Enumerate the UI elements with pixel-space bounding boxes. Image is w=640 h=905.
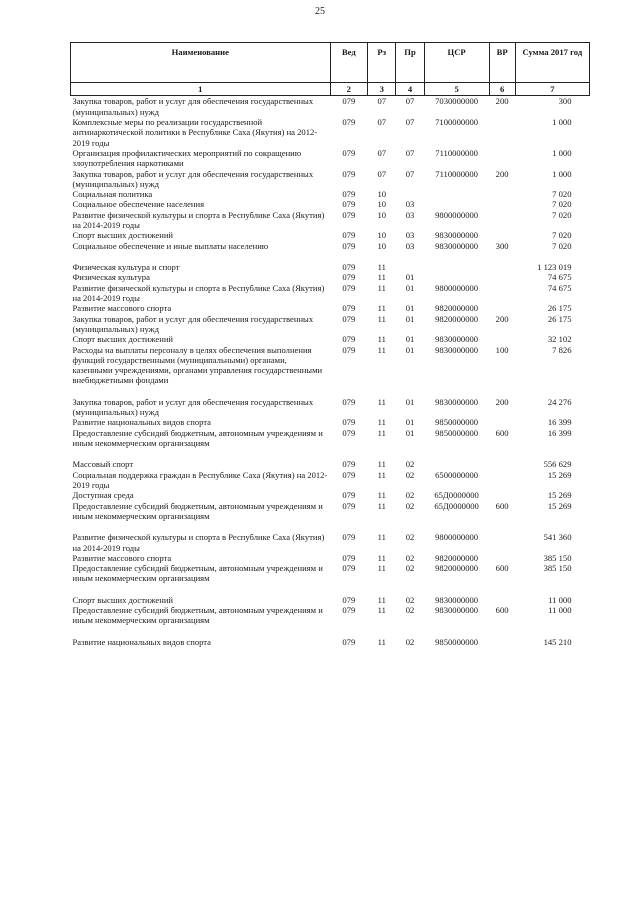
row-csr-cell: 6500000000 <box>435 469 479 480</box>
row-name-cell: Массовый спорт <box>72 459 134 470</box>
row-vr-cell <box>489 334 515 344</box>
row-name-cell: Расходы на выплаты персоналу в целях обеспечения выполнения функций государственными (муниципальными) органами, казенными учреждениями, органами управления государственными внебюджетными фондами <box>72 344 323 386</box>
row-sum-cell: 15 269 <box>547 490 572 501</box>
row-vr-cell <box>489 470 515 491</box>
row-vr-cell: 300 <box>495 240 509 251</box>
row-sum-cell: 7 020 <box>552 240 572 251</box>
row-sum-cell: 7 020 <box>552 189 572 200</box>
row-ved-cell: 079 <box>342 168 356 179</box>
row-rz-cell: 10 <box>377 209 387 220</box>
row-rz-cell: 11 <box>377 563 386 574</box>
row-name-cell: Развитие физической культуры и спорта в Республике Саха (Якутия) на 2014-2019 годы <box>72 282 325 303</box>
table-row <box>71 169 590 190</box>
row-rz-cell: 11 <box>377 396 386 407</box>
row-sum-cell: 74 675 <box>547 282 572 293</box>
column-number: 1 <box>71 83 331 96</box>
row-ved-cell: 079 <box>342 396 356 407</box>
row-ved-cell: 079 <box>342 189 356 200</box>
row-ved-cell: 079 <box>342 96 356 107</box>
row-ved-cell: 079 <box>342 459 356 470</box>
row-vr-cell <box>489 490 515 500</box>
row-rz-cell: 11 <box>377 303 386 314</box>
row-csr-cell <box>424 189 489 199</box>
row-vr-cell: 600 <box>495 427 509 438</box>
row-sum-cell: 145 210 <box>543 636 572 647</box>
row-sum-cell: 32 102 <box>547 334 572 345</box>
row-name-cell: Развитие массового спорта <box>72 303 172 314</box>
row-sum-cell: 11 000 <box>548 594 572 605</box>
row-vr-cell: 200 <box>495 396 509 407</box>
table-row <box>71 417 590 427</box>
table-row <box>71 501 590 522</box>
row-ved-cell: 079 <box>342 427 356 438</box>
row-rz-cell: 10 <box>377 199 387 210</box>
row-rz-cell: 10 <box>377 189 387 200</box>
row-name-cell: Предоставление субсидий бюджетным, автономным учреждениям и иным некоммерческим организациям <box>72 605 323 626</box>
row-sum-cell: 1 000 <box>552 116 572 127</box>
row-name-cell: Социальное обеспечение и иные выплаты населению <box>72 240 269 251</box>
row-vr-cell: 200 <box>495 168 509 179</box>
row-name-cell: Развитие национальных видов спорта <box>72 417 211 428</box>
row-ved-cell: 079 <box>342 262 356 272</box>
row-rz-cell: 11 <box>377 344 386 355</box>
row-sum-cell: 7 020 <box>552 199 572 210</box>
table-row <box>71 96 590 117</box>
row-pr-cell: 01 <box>405 396 415 407</box>
row-vr-cell <box>489 148 515 169</box>
row-ved-cell: 079 <box>342 209 356 220</box>
row-vr-cell <box>489 283 515 304</box>
column-number: 2 <box>330 83 368 96</box>
row-ved-cell: 079 <box>342 116 356 127</box>
row-ved-cell: 079 <box>342 334 356 345</box>
row-name-cell: Спорт высших достижений <box>72 230 174 241</box>
row-pr-cell: 01 <box>405 282 415 293</box>
table-row <box>71 230 590 240</box>
row-csr-cell: 65Д0000000 <box>434 490 479 501</box>
row-csr-cell: 9830000000 <box>435 605 479 616</box>
row-rz-cell: 11 <box>377 594 386 605</box>
row-sum-cell: 556 629 <box>543 459 572 470</box>
row-sum-cell: 74 675 <box>547 272 572 283</box>
row-csr-cell: 9850000000 <box>435 417 479 428</box>
row-pr-cell <box>396 251 424 272</box>
row-vr-cell <box>489 521 515 553</box>
table-row <box>71 428 590 449</box>
row-name-cell: Доступная среда <box>72 490 134 501</box>
row-vr-cell <box>489 210 515 231</box>
row-pr-cell: 03 <box>405 240 415 251</box>
row-csr-cell <box>424 272 489 282</box>
row-name-cell: Развитие национальных видов спорта <box>72 636 211 647</box>
row-pr-cell: 02 <box>405 594 415 605</box>
row-rz-cell: 11 <box>377 490 386 501</box>
header-csr: ЦСР <box>424 43 489 83</box>
row-ved-cell: 079 <box>342 563 356 574</box>
row-pr-cell: 01 <box>405 334 415 345</box>
row-pr-cell: 02 <box>405 552 415 563</box>
row-sum-cell: 11 000 <box>548 605 572 616</box>
row-pr-cell: 02 <box>405 563 415 574</box>
row-rz-cell: 11 <box>377 532 386 543</box>
row-name-cell: Социальная поддержка граждан в Республике Саха (Якутия) на 2012-2019 годы <box>72 469 328 490</box>
table-row <box>71 117 590 148</box>
column-number: 6 <box>489 83 515 96</box>
table-row <box>71 605 590 626</box>
table-row <box>71 199 590 209</box>
row-pr-cell: 03 <box>405 209 415 220</box>
row-sum-cell: 16 399 <box>547 417 572 428</box>
table-row <box>71 563 590 584</box>
row-name-cell: Социальная политика <box>72 189 153 200</box>
row-pr-cell: 01 <box>405 417 415 428</box>
row-ved-cell: 079 <box>342 272 356 283</box>
table-row <box>71 272 590 282</box>
row-vr-cell <box>489 584 515 605</box>
row-sum-cell: 1 123 019 <box>537 262 572 272</box>
row-name-cell: Закупка товаров, работ и услуг для обеспечения государственных (муниципальных) нужд <box>72 96 314 117</box>
row-vr-cell: 200 <box>495 313 509 324</box>
row-sum-cell: 26 175 <box>547 303 572 314</box>
row-vr-cell <box>489 251 515 272</box>
row-csr-cell: 9820000000 <box>435 563 479 574</box>
header-name: Наименование <box>71 43 331 83</box>
row-vr-cell <box>489 448 515 469</box>
row-name-cell: Организация профилактических мероприятий по сокращению злоупотребления наркотиками <box>72 147 302 169</box>
row-vr-cell: 100 <box>495 344 509 355</box>
row-name-cell: Предоставление субсидий бюджетным, автономным учреждениям и иным некоммерческим организациям <box>72 427 323 448</box>
row-sum-cell: 15 269 <box>547 469 572 480</box>
table-row <box>71 210 590 231</box>
row-name-cell: Физическая культура <box>72 272 150 283</box>
row-rz-cell: 10 <box>377 240 387 251</box>
row-name-cell: Предоставление субсидий бюджетным, автономным учреждениям и иным некоммерческим организациям <box>72 500 323 521</box>
row-csr-cell: 7110000000 <box>435 147 478 158</box>
row-sum-cell: 26 175 <box>547 313 572 324</box>
table-row <box>71 448 590 469</box>
row-pr-cell: 02 <box>405 605 415 616</box>
row-ved-cell: 079 <box>342 282 356 293</box>
row-csr-cell: 9850000000 <box>435 427 479 438</box>
row-sum-cell: 7 020 <box>552 230 572 241</box>
row-ved-cell: 079 <box>342 532 356 543</box>
row-pr-cell: 01 <box>405 427 415 438</box>
row-csr-cell: 9800000000 <box>435 209 479 220</box>
row-name-cell: Комплексные меры по реализации государственной антинаркотической политики в Республике Саха (Якутия) на 2012-2019 годы <box>72 116 318 148</box>
table-row <box>71 314 590 335</box>
row-pr-cell: 01 <box>405 344 415 355</box>
header-pr: Пр <box>396 43 424 83</box>
row-ved-cell: 079 <box>342 313 356 324</box>
header-ved: Вед <box>330 43 368 83</box>
row-name-cell: Развитие физической культуры и спорта в Республике Саха (Якутия) на 2014-2019 годы <box>72 209 325 231</box>
row-sum-cell: 7 020 <box>552 209 572 220</box>
row-pr-cell: 02 <box>405 500 415 511</box>
row-vr-cell: 600 <box>495 500 509 511</box>
row-csr-cell <box>424 251 489 272</box>
row-name-cell: Закупка товаров, работ и услуг для обеспечения государственных (муниципальных) нужд <box>72 168 314 189</box>
row-name-cell: Развитие массового спорта <box>72 552 172 563</box>
row-csr-cell: 7030000000 <box>435 96 479 107</box>
table-row <box>71 345 590 386</box>
row-sum-cell: 1 000 <box>552 168 572 179</box>
row-sum-cell: 541 360 <box>543 532 572 543</box>
table-row <box>71 490 590 500</box>
row-vr-cell <box>489 199 515 209</box>
row-pr-cell: 02 <box>405 459 415 470</box>
row-sum-cell: 24 276 <box>547 396 572 407</box>
header-rz: Рз <box>368 43 396 83</box>
row-pr-cell: 07 <box>405 116 415 127</box>
row-vr-cell <box>489 553 515 563</box>
header-sum: Сумма 2017 год <box>515 43 589 83</box>
row-name-cell: Закупка товаров, работ и услуг для обеспечения государственных (муниципальных) нужд <box>72 396 314 418</box>
row-pr-cell: 02 <box>405 469 415 480</box>
row-rz-cell: 07 <box>377 96 387 107</box>
row-pr-cell: 07 <box>405 96 415 107</box>
row-rz-cell: 11 <box>377 427 386 438</box>
row-csr-cell: 9830000000 <box>435 344 479 355</box>
row-csr-cell: 9820000000 <box>435 303 479 314</box>
row-csr-cell: 9800000000 <box>435 532 479 543</box>
row-pr-cell: 01 <box>405 303 415 314</box>
row-vr-cell <box>489 417 515 427</box>
table-row <box>71 241 590 251</box>
row-name-cell: Развитие физической культуры и спорта в Республике Саха (Якутия) на 2014-2019 годы <box>72 532 325 553</box>
row-pr-cell: 02 <box>405 532 415 543</box>
row-ved-cell: 079 <box>342 230 356 241</box>
row-ved-cell: 079 <box>342 199 356 210</box>
row-pr-cell: 07 <box>405 147 415 158</box>
row-rz-cell: 11 <box>377 469 386 480</box>
table-header <box>71 43 590 96</box>
table-row <box>71 521 590 553</box>
row-vr-cell: 600 <box>495 563 509 574</box>
column-number: 7 <box>515 83 589 96</box>
row-csr-cell: 9830000000 <box>435 230 479 241</box>
row-rz-cell: 11 <box>377 262 386 272</box>
row-pr-cell <box>396 189 424 199</box>
row-pr-cell: 02 <box>405 636 415 647</box>
row-csr-cell: 9800000000 <box>435 282 479 293</box>
table-row <box>71 334 590 344</box>
row-sum-cell: 7 826 <box>552 344 572 355</box>
page-number: 25 <box>315 6 325 17</box>
budget-table <box>70 42 590 647</box>
row-rz-cell: 11 <box>377 636 386 647</box>
row-ved-cell: 079 <box>342 552 356 563</box>
row-rz-cell: 11 <box>377 552 386 563</box>
table-row <box>71 251 590 272</box>
table-row <box>71 386 590 418</box>
row-sum-cell: 1 000 <box>552 147 572 158</box>
row-csr-cell <box>424 199 489 209</box>
column-number: 4 <box>396 83 424 96</box>
row-sum-cell: 385 150 <box>543 563 572 574</box>
row-vr-cell <box>489 189 515 199</box>
row-rz-cell: 11 <box>377 500 386 511</box>
row-rz-cell: 11 <box>377 334 386 345</box>
row-csr-cell: 9850000000 <box>435 636 479 647</box>
row-pr-cell: 02 <box>405 490 415 501</box>
table-row <box>71 189 590 199</box>
row-vr-cell <box>489 230 515 240</box>
row-csr-cell: 9830000000 <box>435 594 479 605</box>
row-csr-cell: 9830000000 <box>435 396 479 407</box>
row-vr-cell <box>489 117 515 148</box>
row-rz-cell: 11 <box>377 313 386 324</box>
row-ved-cell: 079 <box>342 636 356 647</box>
row-vr-cell: 200 <box>495 96 509 107</box>
row-ved-cell: 079 <box>342 344 356 355</box>
table-row <box>71 584 590 605</box>
table-row <box>71 303 590 313</box>
row-csr-cell: 9830000000 <box>435 240 479 251</box>
table-row <box>71 553 590 563</box>
row-sum-cell: 300 <box>558 96 572 107</box>
table-body <box>71 96 590 647</box>
row-pr-cell: 01 <box>405 313 415 324</box>
row-name-cell: Социальное обеспечение населения <box>72 199 205 210</box>
row-ved-cell: 079 <box>342 303 356 314</box>
table-row <box>71 148 590 169</box>
row-vr-cell: 600 <box>495 605 509 616</box>
row-pr-cell: 03 <box>405 199 415 210</box>
row-rz-cell: 10 <box>377 230 387 241</box>
row-rz-cell: 07 <box>377 116 387 127</box>
row-ved-cell: 079 <box>342 500 356 511</box>
row-name-cell: Спорт высших достижений <box>72 594 174 605</box>
row-csr-cell <box>424 448 489 469</box>
row-rz-cell: 07 <box>377 147 387 158</box>
row-name-cell: Спорт высших достижений <box>72 334 174 345</box>
row-name-cell: Физическая культура и спорт <box>72 262 180 272</box>
row-csr-cell: 7100000000 <box>435 116 479 127</box>
row-sum-cell: 16 399 <box>547 427 572 438</box>
row-vr-cell <box>489 272 515 282</box>
row-csr-cell: 9830000000 <box>435 334 479 345</box>
table-row <box>71 626 590 647</box>
table-row <box>71 470 590 491</box>
row-rz-cell: 11 <box>377 272 386 283</box>
row-rz-cell: 11 <box>377 459 386 470</box>
row-vr-cell <box>489 303 515 313</box>
column-number: 5 <box>424 83 489 96</box>
row-rz-cell: 11 <box>377 282 386 293</box>
row-pr-cell: 01 <box>405 272 415 283</box>
row-ved-cell: 079 <box>342 417 356 428</box>
row-ved-cell: 079 <box>342 147 356 158</box>
row-sum-cell: 385 150 <box>543 552 572 563</box>
row-ved-cell: 079 <box>342 605 356 616</box>
row-rz-cell: 11 <box>377 417 386 428</box>
row-csr-cell: 9820000000 <box>435 552 479 563</box>
row-pr-cell: 03 <box>405 230 415 241</box>
row-csr-cell: 65Д0000000 <box>434 500 479 511</box>
row-ved-cell: 079 <box>342 240 356 251</box>
header-vr: ВР <box>489 43 515 83</box>
column-number: 3 <box>368 83 396 96</box>
row-csr-cell: 9820000000 <box>435 313 479 324</box>
row-csr-cell: 7110000000 <box>435 168 478 179</box>
table-row <box>71 283 590 304</box>
row-name-cell: Закупка товаров, работ и услуг для обеспечения государственных (муниципальных) нужд <box>72 313 314 334</box>
row-ved-cell: 079 <box>342 594 356 605</box>
row-ved-cell: 079 <box>342 490 356 501</box>
row-ved-cell: 079 <box>342 469 356 480</box>
row-rz-cell: 11 <box>377 605 386 616</box>
row-name-cell: Предоставление субсидий бюджетным, автономным учреждениям и иным некоммерческим организациям <box>72 563 323 584</box>
row-pr-cell: 07 <box>405 168 415 179</box>
row-vr-cell <box>489 626 515 647</box>
row-rz-cell: 07 <box>377 168 387 179</box>
row-sum-cell: 15 269 <box>547 500 572 511</box>
